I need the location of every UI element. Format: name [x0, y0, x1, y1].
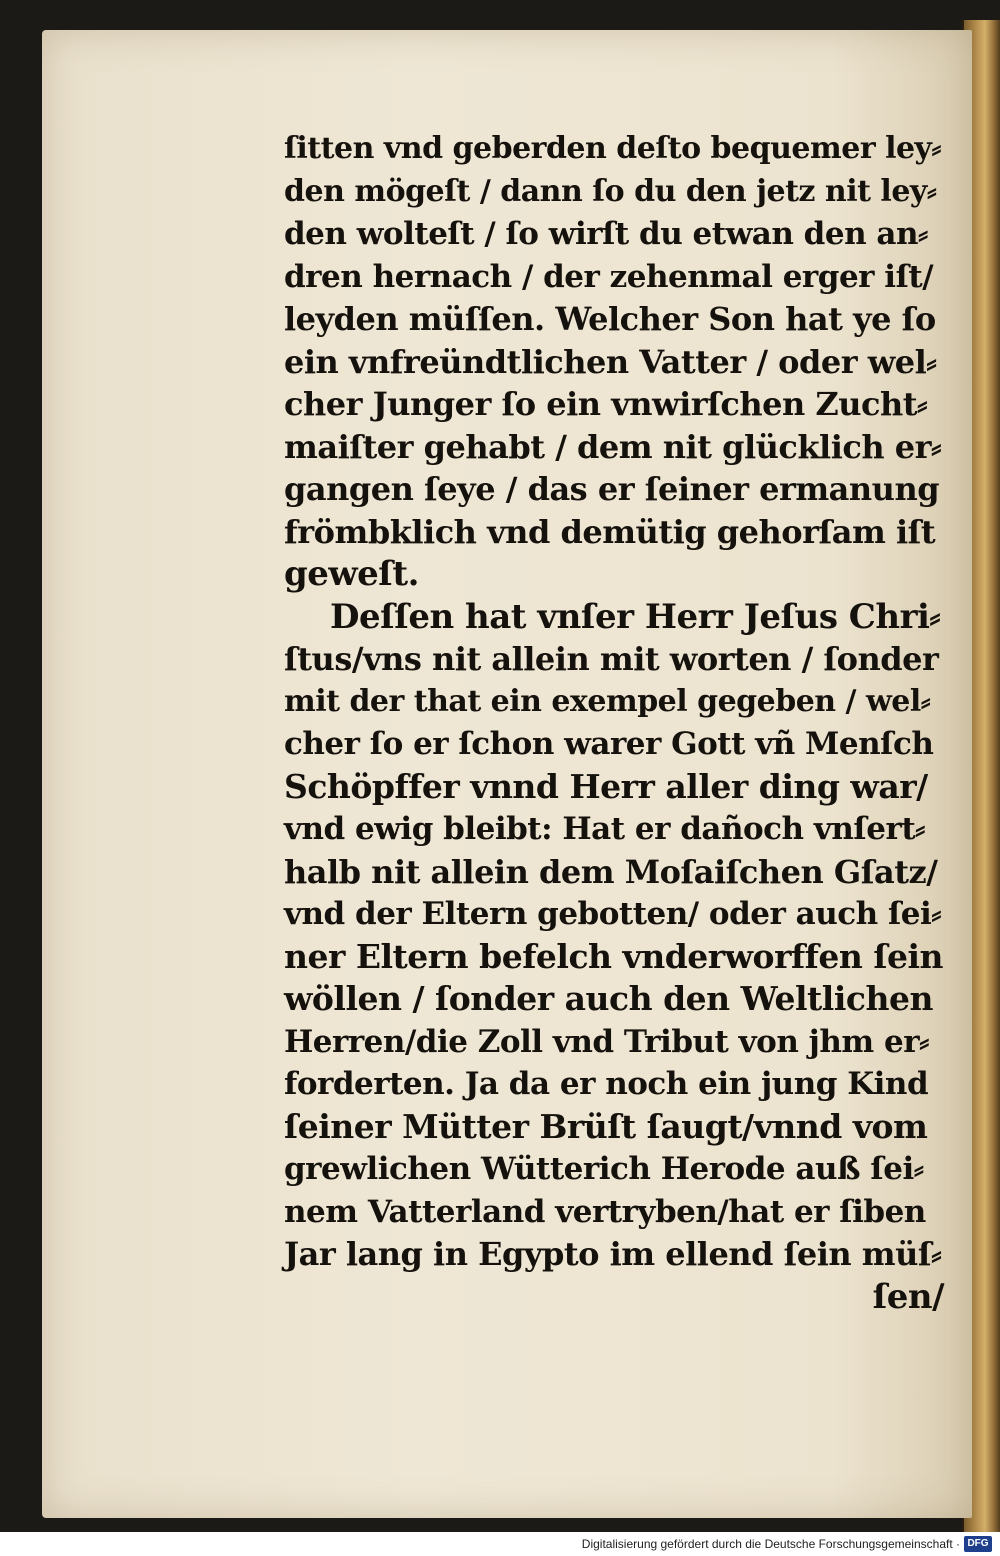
- text-line: nem Vatterland vertryben/hat er ſiben: [284, 1193, 926, 1230]
- catchword: ſen/: [872, 1276, 944, 1317]
- text-line: frömbklich vnd demütig gehorſam iſt: [284, 512, 936, 551]
- text-line: Herren/die Zoll vnd Tribut von jhm er⸗: [284, 1023, 929, 1060]
- text-line: vnd ewig bleibt: Hat er dañoch vnſert⸗: [284, 811, 925, 847]
- text-line: ſitten vnd geberden deſto bequemer ley⸗: [284, 131, 941, 166]
- text-line: Schöpffer vnnd Herr aller ding war/: [284, 766, 928, 806]
- text-line: ſeiner Mütter Brüſt ſaugt/vnnd vom: [284, 1106, 928, 1146]
- text-line: den wolteſt / ſo wirſt du etwan den an⸗: [284, 216, 928, 252]
- text-line: ſtus/vns nit allein mit worten / ſonder: [284, 640, 939, 678]
- text-line: ner Eltern befelch vnderworffen ſein: [284, 936, 944, 976]
- footer-bar: [0, 1532, 1000, 1556]
- text-line: halb nit allein dem Moſaiſchen Gſatz/: [284, 852, 938, 891]
- dfg-logo-icon: DFG: [964, 1536, 992, 1552]
- text-block: [284, 128, 944, 1318]
- text-line: cher Junger ſo ein vnwirſchen Zucht⸗: [284, 385, 928, 423]
- text-line: den mögeſt / dann ſo du den jetz nit ley⸗: [284, 173, 937, 209]
- funding-credit: Digitalisierung gefördert durch die Deutsche Forschungsgemeinschaft ·: [581, 1537, 960, 1551]
- text-line-paragraph-start: Deſſen hat vnſer Herr Jeſus Chri⸗: [330, 596, 941, 637]
- text-line: geweſt.: [284, 554, 419, 594]
- text-line: wöllen / ſonder auch den Weltlichen: [284, 979, 933, 1018]
- text-line: mit der that ein exempel gegeben / wel⸗: [284, 683, 931, 719]
- text-line: maiſter gehabt / dem nit glücklich er⸗: [284, 427, 942, 466]
- text-line: dren hernach / der zehenmal erger iſt/: [284, 258, 934, 295]
- text-line: vnd der Eltern gebotten/ oder auch ſei⸗: [284, 896, 942, 932]
- text-line: cher ſo er ſchon warer Gott vñ Menſch: [284, 726, 934, 762]
- text-line: forderten. Ja da er noch ein jung Kind: [284, 1066, 929, 1102]
- text-line: gangen ſeye / das er ſeiner ermanung: [284, 470, 940, 508]
- text-line: ein vnfreündtlichen Vatter / oder wel⸗: [284, 342, 937, 381]
- text-line: Jar lang in Egypto im ellend ſein müſ⸗: [284, 1235, 942, 1273]
- text-line: grewlichen Wütterich Herode auß ſei⸗: [284, 1151, 924, 1187]
- text-line: leyden müſſen. Welcher Son hat ye ſo: [284, 300, 936, 338]
